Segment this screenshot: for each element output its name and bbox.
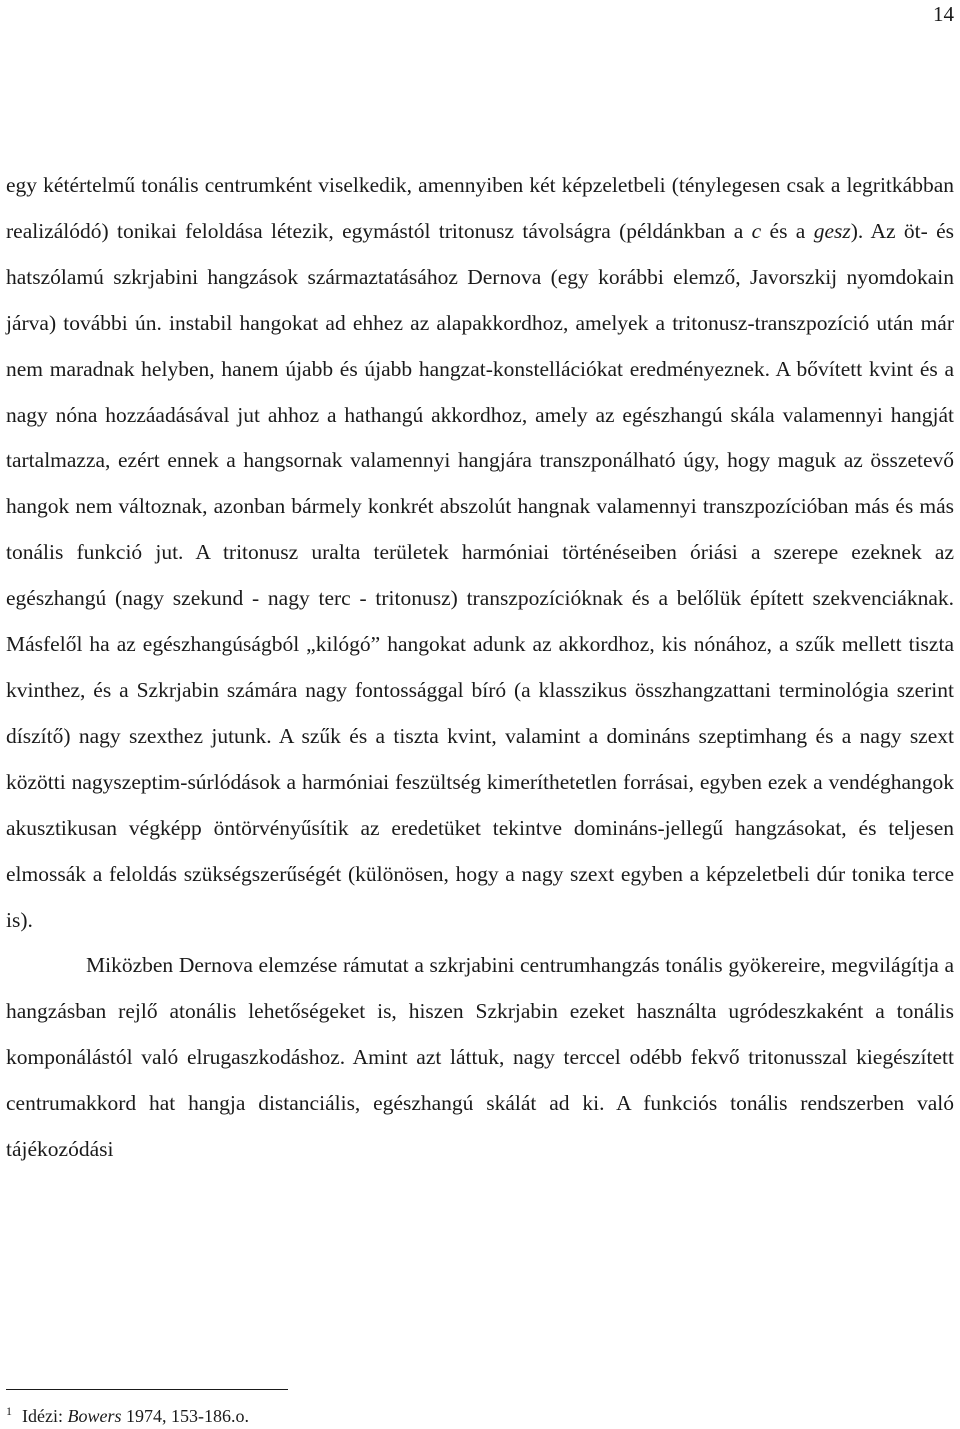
note-gesz-italic: gesz [813,218,851,243]
paragraph-2: Miközben Dernova elemzése rámutat a szkrjabini centrumhangzás tonális gyökereire, megvilágítja a hangzásban rejlő atonális lehetőségeket is, hiszen Szkrjabin ezeket használta ugródeszkaként a tonális komponálástól való elrugaszkodáshoz. Amint azt láttuk, nagy terccel odébb fekvő tritonusszal kiegészített centrumakkord hat hangja distanciális, egészhangú skálát ad ki. A funkciós tonális rendszerben való tájékozódási [6,953,954,1162]
footnote-author: Bowers [67,1406,122,1426]
footnote-rest: 1974, 153-186.o. [121,1406,249,1426]
note-c-italic: c [751,218,762,243]
paragraph-1-text-a: egy kétértelmű tonális centrumként viselkedik, amennyiben két képzeletbeli (ténylegesen csak a legritkábban realizálódó) tonikai feloldása létezik, egymástól tritonusz távolságra (példánkban a [6,173,954,243]
body-text [6,163,954,1173]
paragraph-1 [6,163,954,943]
paragraph-1-text-b: és a [761,218,814,243]
page-number: 14 [933,2,954,26]
paragraph-1-text-c: ). Az öt- és hatszólamú szkrjabini hangzások származtatásához Dernova (egy korábbi elemző, Javorszkij nyomdokain járva) további ún. instabil hangokat ad ehhez az alapakkordhoz, amelyek a tritonusz-transzpozíció után már nem maradnak helyben, hanem újabb és újabb hangzat-konstellációkat eredményeznek. A bővített kvint és a nagy nóna hozzáadásával jut ahhoz a hathangú akkordhoz, amely az egészhangú skála valamennyi hangját tartalmazza, ezért ennek a hangsornak valamennyi hangjára transzponálható úgy, hogy maguk az összetevő hangok nem változnak, azonban bármely konkrét abszolút hangnak valamennyi transzpozícióban más és más tonális funkció jut. A tritonusz uralta területek harmóniai történéseiben óriási a szerepe ezeknek az egészhangú (nagy szekund - nagy terc - tritonusz) transzpozícióknak és a belőlük épített szekvenciáknak. Másfelől ha az egészhangúságból „kilógó” hangokat adunk az akkordhoz, kis nónához, a szűk mellett tiszta kvinthez, és a Szkrjabin számára nagy fontossággal bíró (a klasszikus összhangzattani terminológia szerint díszítő) nagy szexthez jutunk. A szűk és a tiszta kvint, valamint a domináns szeptimhang és a nagy szext közötti nagyszeptim-súrlódások a harmóniai feszültség kimeríthetetlen forrásai, egyben ezek a vendéghangok akusztikusan végképp öntörvényűsítik az eredetüket tekintve domináns-jellegű hangzásokat, és teljesen elmossák a feloldás szükségszerűségét (különösen, hogy a nagy szext egyben a képzeletbeli dúr tonika terce is). [6,218,955,932]
footnote [6,1400,249,1427]
footnote-prefix: Idézi: [22,1406,68,1426]
footnote-mark: 1 [6,1404,12,1418]
footnote-divider [6,1389,288,1390]
